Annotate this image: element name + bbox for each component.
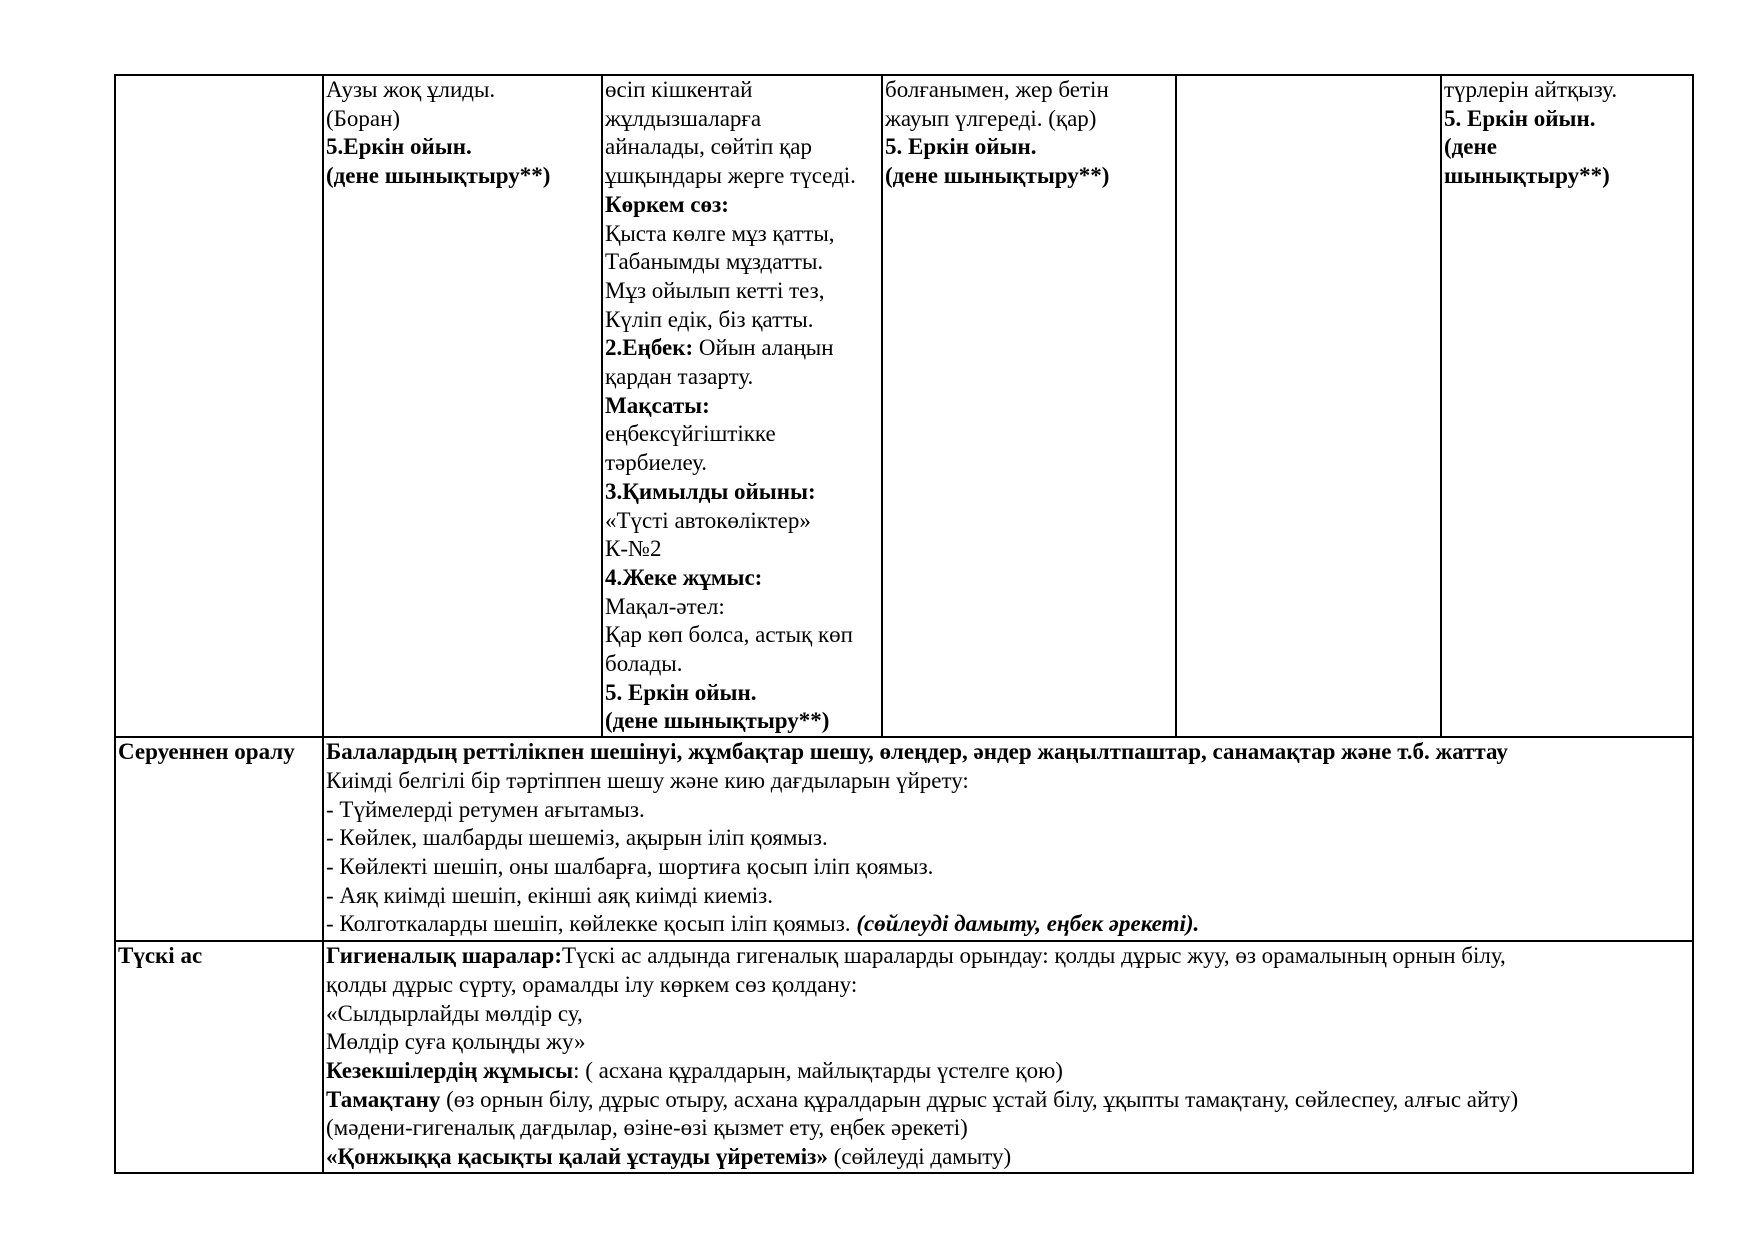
row-label-lunch (115, 941, 323, 1173)
return-line: - Аяқ киімді шешіп, екінші аяқ киімді киеміз. (326, 882, 774, 908)
cell-text-line: Көркем сөз: (605, 191, 729, 217)
cell-text-line: ұшқындары жерге түседі. (605, 163, 856, 189)
cell-text-line: өсіп кішкентай (605, 77, 753, 102)
final-text: (сөйлеуді дамыту) (827, 1144, 1012, 1170)
cell-text-line: (дене (1444, 134, 1497, 160)
eat-label: Тамақтану (326, 1086, 441, 1112)
return-line: - Көйлек, шалбарды шешеміз, ақырын іліп қоямыз. (326, 825, 828, 851)
eat-line (326, 1086, 1690, 1115)
return-line: - Көйлекті шешіп, оны шалбарға, шортиға қосып іліп қоямыз. (326, 853, 934, 879)
return-last-line (326, 910, 1690, 939)
cell-text-line: (дене шынықтыру**) (605, 708, 830, 734)
cell-text-line: Табанымды мұздатты. (605, 249, 824, 275)
cell-text-line: Қыста көлге мұз қатты, (605, 220, 835, 246)
cell-text-line: Аузы жоқ ұлиды. (326, 77, 496, 102)
hygiene-line (326, 942, 1690, 971)
cell-text-line: 4.Жеке жұмыс: (605, 564, 763, 590)
hygiene-line-2: қолды дұрыс сүрту, орамалды ілу көркем сөз қолдану: (326, 971, 858, 997)
cell-text-line: 5.Еркін ойын. (326, 134, 472, 160)
return-label: Серуеннен оралу (118, 739, 295, 765)
cell-text-line: болады. (605, 651, 683, 677)
cell-text-line: қардан тазарту. (605, 364, 754, 390)
poem-line-2: Мөлдір суға қолыңды жу» (326, 1029, 586, 1055)
cell-text-line: Мақсаты: (605, 392, 710, 418)
cell-text-line: Мақал-әтел: (605, 593, 725, 619)
return-content (323, 737, 1693, 941)
return-line: - Түймелерді ретумен ағытамыз. (326, 796, 645, 822)
cell-text-line: 5. Еркін ойын. (885, 134, 1037, 160)
lunch-content (323, 941, 1693, 1173)
cell-text-line: Күліп едік, біз қатты. (605, 306, 814, 332)
cell-text-line: тәрбиелеу. (605, 450, 708, 476)
cell-text-line: (дене шынықтыру**) (326, 163, 551, 189)
walk-continuation-row (115, 75, 1693, 737)
cell-text-line (605, 334, 879, 363)
final-line (326, 1143, 1690, 1172)
hygiene-text: Түскі ас алдында гигеналық шараларды орындау: қолды дұрыс жуу, өз орамалының орнын білу, (562, 943, 1506, 969)
return-last-text: - Колготкаларды шешіп, көйлекке қосып іліп қоямыз. (326, 911, 857, 937)
cell-text-line: Мұз ойылып кетті тез, (605, 277, 825, 303)
cell-text-line: (Боран) (326, 105, 401, 131)
cell-text-line: еңбексүйгіштікке (605, 421, 776, 447)
cell-text-line: 3.Қимылды ойыны: (605, 478, 816, 504)
cell-col4 (882, 75, 1176, 737)
cell-text-line: түрлерін айтқызу. (1444, 77, 1618, 102)
cell-text-line: шынықтыру**) (1444, 163, 1610, 189)
cell-text-line: жұлдызшаларға (605, 105, 762, 131)
duty-label: Кезекшілердің жұмысы (326, 1057, 574, 1083)
return-note: (сөйлеуді дамыту, еңбек әрекеті). (856, 911, 1200, 937)
cell-col6 (1441, 75, 1693, 737)
eat-text: (өз орнын білу, дұрыс отыру, асхана құралдарын дұрыс ұстай білу, ұқыпты тамақтану, сөйлеспеу, алғыс айту) (440, 1086, 1519, 1112)
cell-text-line: айналады, сөйтіп қар (605, 134, 812, 160)
cell-text-line: «Түсті автокөліктер» (605, 507, 811, 533)
lunch-label: Түскі ас (118, 943, 203, 969)
cell-col3 (602, 75, 882, 737)
cell-text-line: К-№2 (605, 536, 662, 562)
final-label: «Қонжыққа қасықты қалай ұстауды үйретеміз» (326, 1144, 828, 1170)
return-from-walk-row (115, 737, 1693, 941)
cell-text-body: Ойын алаңын (693, 335, 834, 361)
hygiene-label: Гигиеналық шаралар: (326, 943, 562, 969)
return-line: Киімді белгілі бір тәртіппен шешу және кию дағдыларын үйрету: (326, 767, 969, 793)
duty-text: : ( асхана құралдарын, майлықтарды үстелге қою) (573, 1057, 1063, 1083)
row-label-empty (115, 75, 323, 737)
cell-text-line: (дене шынықтыру**) (885, 163, 1110, 189)
plan-table (114, 74, 1694, 1174)
lunch-row (115, 941, 1693, 1173)
return-heading: Балалардың реттілікпен шешінуі, жұмбақтар шешу, өлеңдер, әндер жаңылтпаштар, санамақтар және т.б. жаттау (326, 739, 1508, 765)
row-label-return (115, 737, 323, 941)
cell-text-line: болғанымен, жер бетін (885, 77, 1109, 102)
poem-line-1: «Сылдырлайды мөлдір су, (326, 1000, 583, 1026)
cell-text-line: жауып үлгереді. (қар) (885, 105, 1097, 131)
cell-text-line: 5. Еркін ойын. (1444, 105, 1596, 131)
cell-col5 (1176, 75, 1441, 737)
eat-line-2: (мәдени-гигеналық дағдылар, өзіне-өзі қызмет ету, еңбек әрекеті) (326, 1115, 968, 1141)
cell-col2 (323, 75, 602, 737)
duty-line (326, 1057, 1690, 1086)
cell-text-line: Қар көп болса, астық көп (605, 622, 853, 648)
cell-text-label: 2.Еңбек: (605, 335, 694, 361)
cell-text-line: 5. Еркін ойын. (605, 679, 757, 705)
